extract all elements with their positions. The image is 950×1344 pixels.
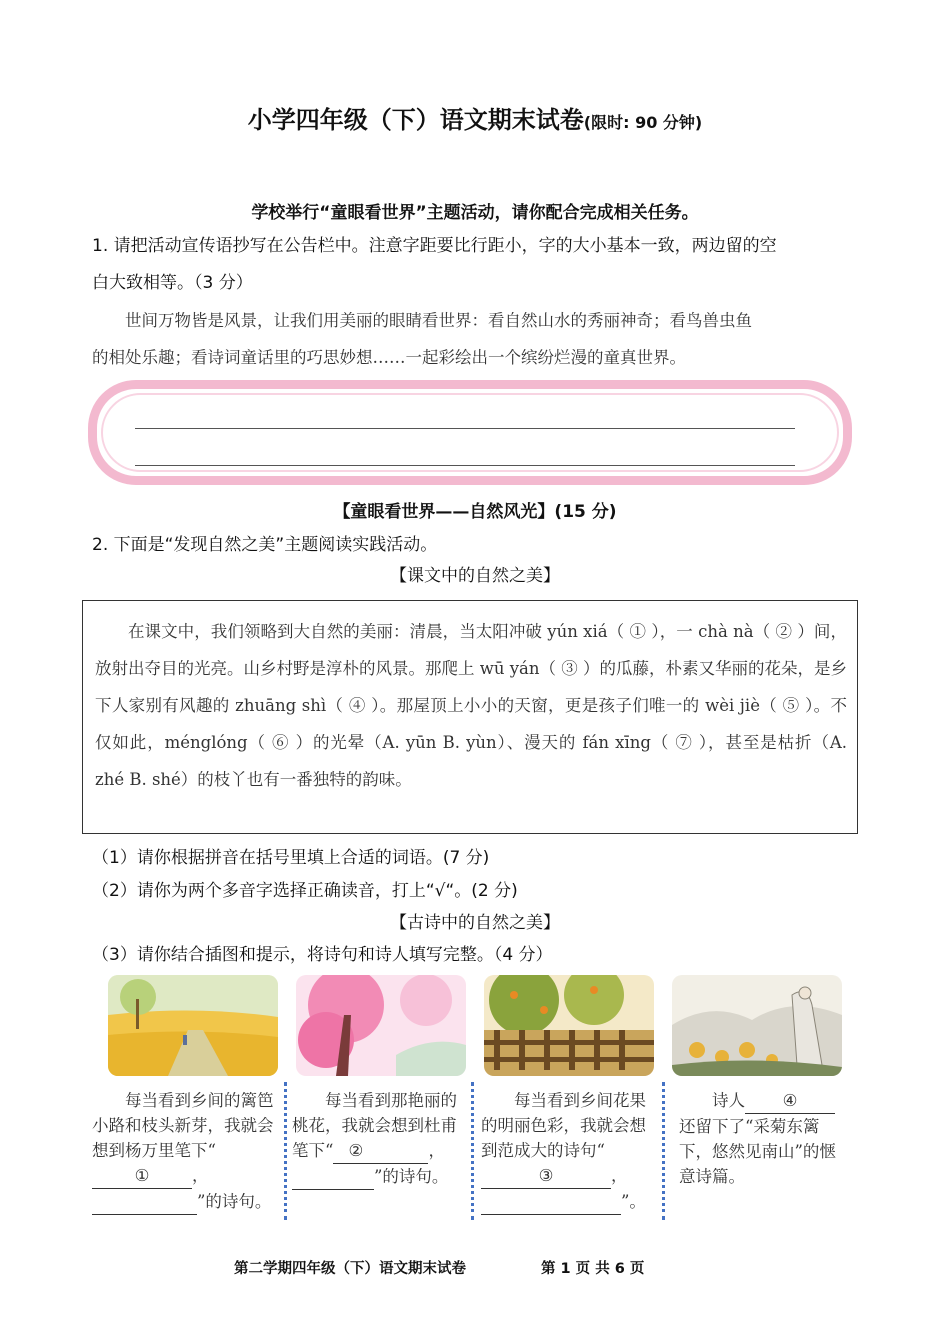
q2-subtitle-poetry: 【古诗中的自然之美】 [390,913,560,933]
bulletin-board-frame [88,380,852,485]
illustration-orchard [484,975,654,1076]
poem-column-3 [481,1088,657,1215]
page-title [0,100,950,135]
illustration-rapeseed-field [108,975,278,1076]
poem-1-text-c: ”的诗句。 [197,1192,272,1211]
writing-line-1[interactable] [135,428,795,429]
q1-passage-line2: 的相处乐趣；看诗词童话里的巧思妙想……一起彩绘出一个缤纷烂漫的童真世界。 [92,348,686,367]
illustration-peach-blossom [296,975,466,1076]
poem-1-text-b: ， [192,1166,209,1185]
poem-1-text-a: 每当看到乡间的篱笆小路和枝头新芽，我就会想到杨万里笔下“ [92,1091,274,1160]
poem-3-blank[interactable] [481,1163,611,1189]
poem-4-text-a: 诗人 [712,1091,745,1110]
poem-3-text-c: ”。 [621,1192,646,1211]
section-heading-nature: 【童眼看世界——自然风光】(15 分) [333,502,617,522]
column-divider-3 [662,1082,665,1220]
poem-3-text-b: ， [611,1166,628,1185]
poem-3-text-a: 每当看到乡间花果的明丽色彩，我就会想到范成大的诗句“ [481,1091,646,1160]
q1-passage-line1: 世间万物皆是风景，让我们用美丽的眼睛看世界：看自然山水的秀丽神奇；看鸟兽虫鱼 [125,311,752,330]
poem-3-blank-2[interactable] [481,1189,621,1215]
poem-3-number: ③ [538,1166,554,1185]
reading-passage-text: 在课文中，我们领略到大自然的美丽：清晨，当太阳冲破 yún xiá（ ① ），一 chà nà（ ② ）间，放射出夺目的光亮。山乡村野是淳朴的风景。那爬上 wū yán（ ③ ）的瓜藤，朴素又华丽的花朵，是乡下人家别有风趣的 zhuāng shì（ ④ ）。那屋顶上小小的天窗，更是孩子们唯一的 wèi jiè（ ⑤ ）。不仅如此，ménglóng（ ⑥ ）的光晕（A. yūn B. yùn）、漫天的 fán xīng（ ⑦ ），甚至是枯折（A. zhé B. shé）的枝丫也有一番独特的韵味。 [95,622,848,789]
q1-line1: 1. 请把活动宣传语抄写在公告栏中。注意字距要比行距小，字的大小基本一致，两边留的空 [92,236,777,256]
poem-1-blank[interactable] [92,1163,192,1189]
poem-1-number: ① [134,1166,150,1185]
poem-4-blank[interactable] [745,1088,835,1114]
poem-4-number: ④ [782,1091,798,1110]
poem-2-text-a: 每当看到那艳丽的桃花，我就会想到杜甫笔下“ [292,1091,457,1160]
footer-exam-name: 第二学期四年级（下）语文期末试卷 [234,1261,466,1277]
poem-column-1 [92,1088,278,1215]
illustration-poet-chrysanthemum [672,975,842,1076]
bulletin-board-inner-border [101,393,839,472]
column-divider-1 [284,1082,287,1220]
poem-2-number: ② [348,1141,364,1160]
reading-passage-box [82,600,858,834]
poem-2-blank[interactable] [333,1138,378,1164]
poem-2-blank-2[interactable] [292,1164,374,1190]
q1-passage [92,302,862,376]
time-limit: (限时: 90 分钟) [583,113,703,132]
poem-2-text-c: ”的诗句。 [374,1167,449,1186]
writing-line-2[interactable] [135,465,795,466]
q2-sub3: （3）请你结合插图和提示，将诗句和诗人填写完整。（4 分） [92,945,553,965]
q2-sub2: （2）请你为两个多音字选择正确读音，打上“√“。(2 分) [92,881,518,901]
poem-1-blank-2[interactable] [92,1189,197,1215]
poem-2-text-b: ， [428,1141,445,1160]
poem-column-2 [292,1088,464,1190]
q2-subtitle-textbook: 【课文中的自然之美】 [390,566,560,586]
q2-question: 2. 下面是“发现自然之美”主题阅读实践活动。 [92,535,438,555]
q1-line2: 白大致相等。（3 分） [92,273,253,293]
footer-page-number: 第 1 页 共 6 页 [541,1261,645,1277]
poem-2-blank-1b[interactable] [378,1138,428,1164]
q1-question [92,228,862,302]
column-divider-2 [471,1082,474,1220]
q2-sub1: （1）请你根据拼音在括号里填上合适的词语。(7 分) [92,848,490,868]
title-text: 小学四年级（下）语文期末试卷 [247,106,584,134]
intro-heading: 学校举行“童眼看世界”主题活动，请你配合完成相关任务。 [251,203,699,223]
poem-4-text-b: 还留下了“采菊东篱下，悠然见南山”的惬意诗篇。 [679,1117,836,1186]
poem-column-4 [679,1088,849,1189]
